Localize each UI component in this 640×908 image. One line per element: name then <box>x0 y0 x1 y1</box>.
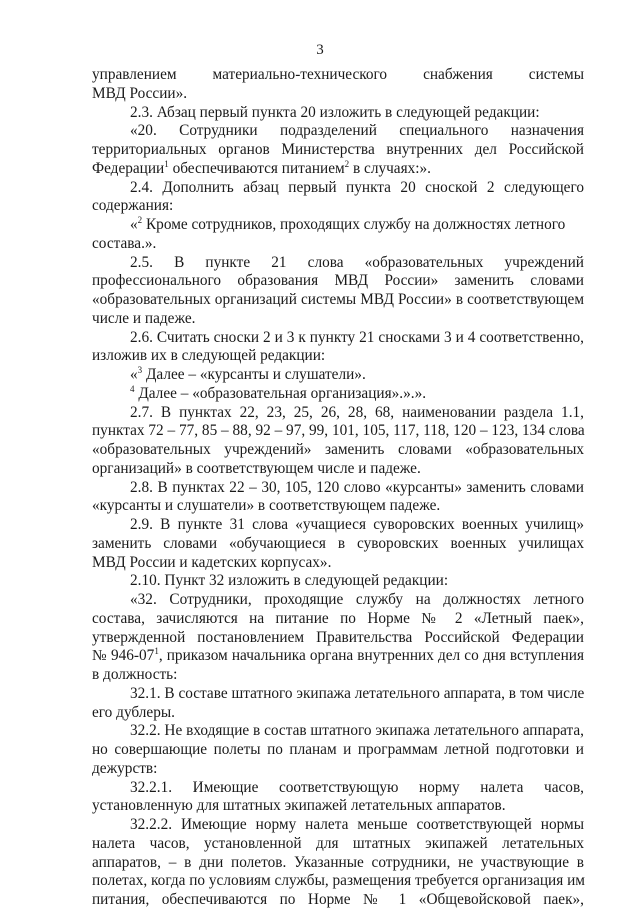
text-segment: обеспечиваются питанием <box>168 159 345 177</box>
text-line: «образовательных учреждений» заменить словами «образовательных <box>92 441 584 458</box>
footnote-marker: 3 <box>137 365 143 375</box>
text-line: состава.». <box>92 234 157 252</box>
footnote-marker: 2 <box>344 158 350 169</box>
text-line: питания, обеспечиваются по Норме № 1 «Общевойсковой паек», <box>92 891 584 908</box>
text-segment: « <box>130 366 138 383</box>
text-segment: Кроме сотрудников, проходящих службу на должностях летного <box>142 216 566 233</box>
text-line: «20. Сотрудники подразделений специального назначения <box>130 122 584 140</box>
text-line: «32. Сотрудники, проходящие службу на должностях летного <box>130 591 584 608</box>
text-line: 2.3. Абзац первый пункта 20 изложить в следующей редакции: <box>130 103 540 121</box>
text-segment: Федерации <box>92 159 165 177</box>
text-line: 2.5. В пункте 21 слова «образовательных учреждений <box>130 253 584 271</box>
text-line: заменить словами «обучающиеся в суворовских военных училищах <box>92 534 584 552</box>
text-segment: в случаях:». <box>349 159 432 177</box>
text-line: 32.1. В составе штатного экипажа летательного аппарата, в том числе <box>130 684 585 702</box>
text-line: состава, зачисляются на питание по Норме № 2 «Летный паек», <box>92 609 584 627</box>
footnote-marker: 1 <box>164 158 169 169</box>
text-line: установленную для штатных экипажей летательных аппаратов. <box>92 797 506 815</box>
text-line: 2.8. В пунктах 22 – 30, 105, 120 слово «курсанты» заменить словами <box>130 478 584 496</box>
text-line: 32.2. Не входящие в состав штатного экипажа летательного аппарата, <box>130 722 584 740</box>
text-line: 2.10. Пункт 32 изложить в следующей редакции: <box>130 572 449 590</box>
text-line: числе и падеже. <box>92 309 196 327</box>
text-line: 32.2.2. Имеющие норму налета меньше соответствующей нормы <box>130 816 584 833</box>
text-line: утвержденной постановлением Правительства Российской Федерации <box>92 628 584 646</box>
text-line: управлением материально-технического снабжения системы <box>92 66 584 83</box>
text-line: 2.9. В пункте 31 слова «учащиеся суворовских военных училищ» <box>130 516 584 533</box>
text-line: «образовательных организаций системы МВД России» в соответствующем <box>92 291 584 308</box>
text-segment: , приказом начальника органа внутренних дел со дня вступления <box>158 647 584 665</box>
text-line: но совершающие полеты по планам и программам летной подготовки и <box>92 741 584 758</box>
footnote-marker: 2 <box>137 215 143 225</box>
text-line <box>92 160 584 177</box>
text-line: «курсанты и слушатели» в соответствующем падеже. <box>92 497 441 515</box>
text-line: МВД России и кадетских корпусах». <box>92 553 332 571</box>
text-line <box>130 366 584 383</box>
text-line: содержания: <box>92 197 174 215</box>
text-segment: Далее – «курсанты и слушатели». <box>142 366 366 383</box>
footnote-marker: 1 <box>154 646 159 657</box>
text-line <box>130 216 584 233</box>
text-line: территориальных органов Министерства внутренних дел Российской <box>92 141 584 158</box>
text-segment: « <box>130 216 138 233</box>
text-line: профессионального образования МВД России» заменить словами <box>92 272 584 290</box>
text-line: пунктах 72 – 77, 85 – 88, 92 – 97, 99, 101, 105, 117, 118, 120 – 123, 134 слова <box>92 422 585 440</box>
text-line: 2.7. В пунктах 22, 23, 25, 26, 28, 68, наименовании раздела 1.1, <box>130 403 584 421</box>
text-line: налета часов, установленной для штатных экипажей летательных <box>92 834 584 852</box>
footnote-marker: 4 <box>130 383 135 394</box>
page-number: 3 <box>316 42 324 58</box>
text-line: 2.4. Дополнить абзац первый пункта 20 сноской 2 следующего <box>130 178 584 196</box>
text-line <box>92 647 584 664</box>
text-line: организаций» в соответствующем числе и падеже. <box>92 459 421 477</box>
text-segment: Далее – «образовательная организация».».». <box>134 384 427 402</box>
text-line: изложив их в следующей редакции: <box>92 347 326 365</box>
text-line: его дублеры. <box>92 703 175 721</box>
text-line: 32.2.1. Имеющие соответствующую норму налета часов, <box>130 778 584 796</box>
text-line: МВД России». <box>92 84 188 102</box>
text-line: аппаратов, – в дни полетов. Указанные сотрудники, не участвующие в <box>92 853 584 871</box>
text-line: 2.6. Считать сноски 2 и 3 к пункту 21 сносками 3 и 4 соответственно, <box>130 328 584 346</box>
text-segment: № 946-07 <box>92 647 155 665</box>
text-line <box>130 385 584 402</box>
text-line: в должность: <box>92 666 178 683</box>
text-line: дежурств: <box>92 759 158 777</box>
text-line: полетах, когда по условиям службы, размещения требуется организация им <box>92 872 585 890</box>
